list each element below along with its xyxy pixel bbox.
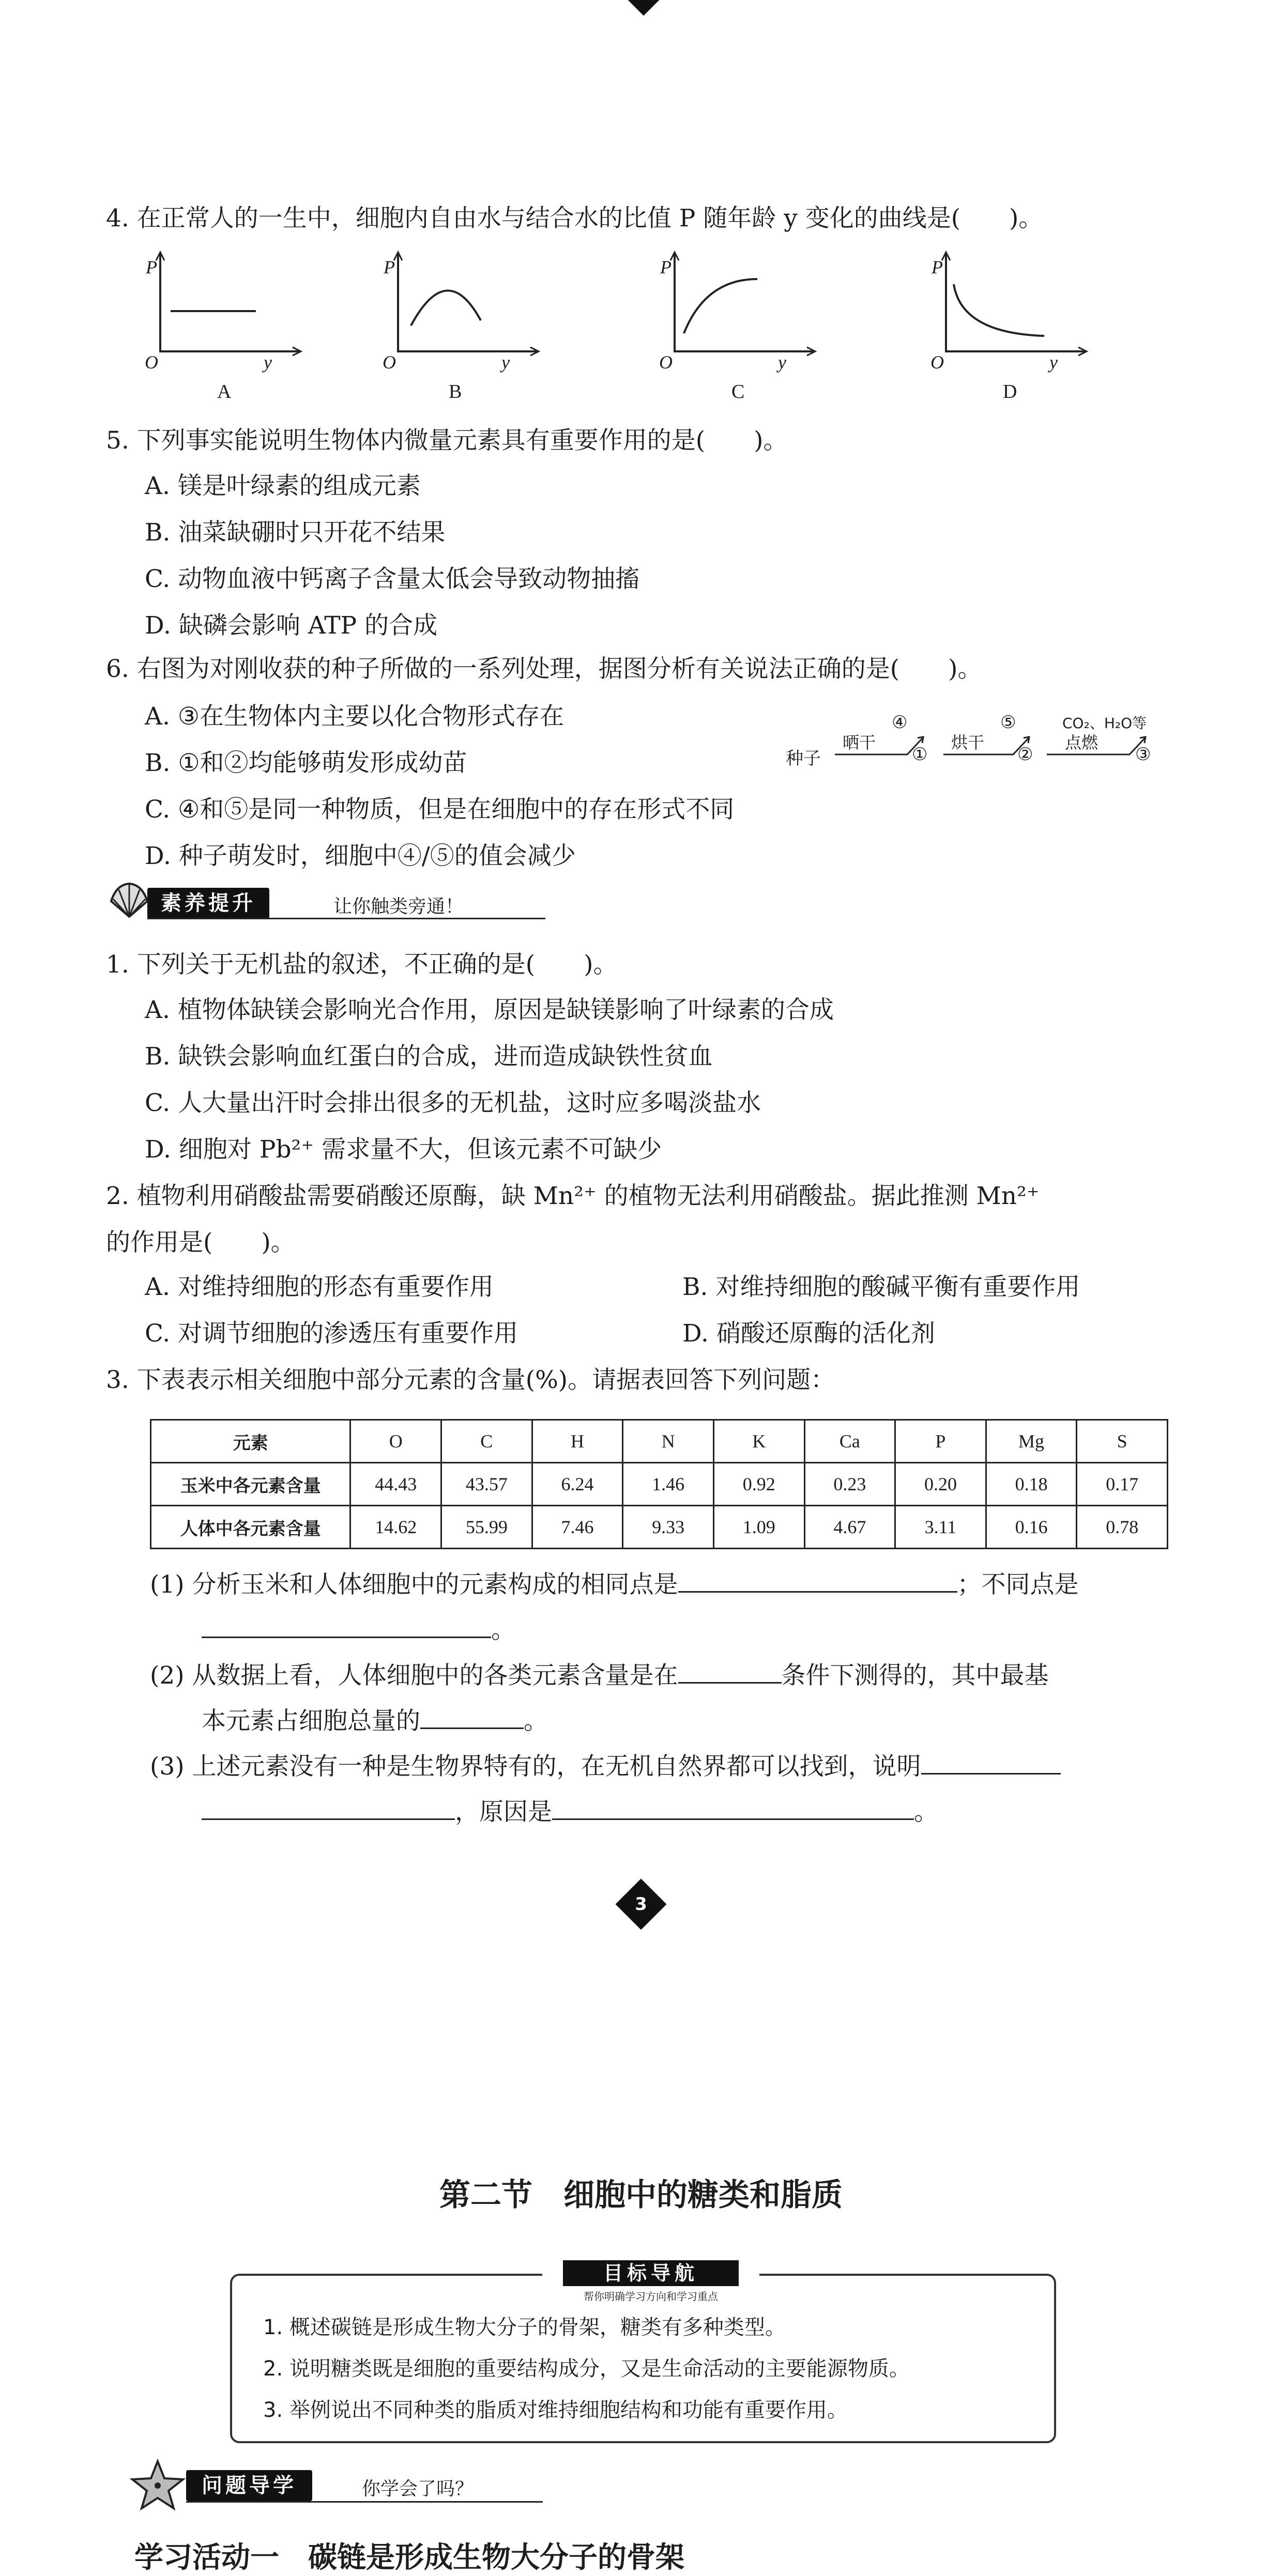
p1-option-b: B. 缺铁会影响血红蛋白的合成，进而造成缺铁性贫血 bbox=[145, 1042, 713, 1071]
answer-blank-3c[interactable] bbox=[552, 1795, 914, 1820]
graph-b-plot bbox=[383, 248, 553, 372]
table-header-cell: Mg bbox=[986, 1420, 1077, 1463]
question-4: 4. 在正常人的一生中，细胞内自由水与结合水的比值 P 随年龄 y 变化的曲线是( )。 bbox=[106, 204, 1043, 233]
table-header-cell: P bbox=[895, 1420, 986, 1463]
banner-competence-rule bbox=[147, 918, 545, 919]
q5-option-a: A. 镁是叶绿素的组成元素 bbox=[145, 472, 421, 500]
goal-title: 目标导航 bbox=[563, 2260, 739, 2286]
table-cell: 1.09 bbox=[713, 1506, 804, 1549]
practice-question-2-line1: 2. 植物利用硝酸盐需要硝酸还原酶，缺 Mn²⁺ 的植物无法利用硝酸盐。据此推测 Mn²⁺ bbox=[106, 1182, 1040, 1210]
subquestion-1-end: 。 bbox=[491, 1616, 515, 1644]
banner-guided-questions-title: 问题导学 bbox=[186, 2470, 312, 2501]
q5-option-b: B. 油菜缺硼时只开花不结果 bbox=[145, 518, 446, 547]
subquestion-2-prompt: (2) 从数据上看，人体细胞中的各类元素含量是在 bbox=[150, 1661, 678, 1690]
practice-question-3: 3. 下表表示相关细胞中部分元素的含量(%)。请据表回答下列问题： bbox=[106, 1366, 835, 1394]
practice-question-2-line2: 的作用是( )。 bbox=[106, 1228, 295, 1257]
table-cell: 7.46 bbox=[532, 1506, 623, 1549]
graph-d-label: D bbox=[1003, 381, 1017, 403]
goal-item-3: 3. 举例说出不同种类的脂质对维持细胞结构和功能有重要作用。 bbox=[263, 2398, 848, 2422]
graph-c-plot bbox=[659, 248, 830, 372]
banner-guided-questions-subtitle: 你学会了吗？ bbox=[362, 2478, 474, 2500]
table-cell: 玉米中各元素含量 bbox=[151, 1463, 350, 1506]
subquestion-1-prompt: (1) 分析玉米和人体细胞中的元素构成的相同点是 bbox=[150, 1570, 678, 1599]
p1-option-a: A. 植物体缺镁会影响光合作用，原因是缺镁影响了叶绿素的合成 bbox=[145, 996, 834, 1024]
subquestion-1-line2 bbox=[202, 1612, 515, 1648]
diagram-node-3: ③ bbox=[1135, 744, 1151, 765]
subquestion-3-line2 bbox=[202, 1794, 938, 1830]
table-cell: 6.24 bbox=[532, 1463, 623, 1506]
goal-navigation-box bbox=[230, 2262, 1056, 2443]
banner-guided-questions-rule bbox=[186, 2501, 543, 2503]
answer-blank-2a[interactable] bbox=[678, 1658, 782, 1684]
graph-d-plot bbox=[930, 248, 1101, 372]
graph-c bbox=[649, 248, 830, 413]
table-cell: 3.11 bbox=[895, 1506, 986, 1549]
diagram-step-dry: 晒干 bbox=[843, 733, 876, 752]
diagram-step-burn: 点燃 bbox=[1065, 733, 1098, 752]
table-header-cell: 元素 bbox=[151, 1420, 350, 1463]
table-cell: 14.62 bbox=[350, 1506, 441, 1549]
subquestion-2-line2 bbox=[202, 1703, 548, 1739]
subquestion-2-prompt-2: 条件下测得的，其中最基 bbox=[781, 1661, 1049, 1690]
p1-option-c: C. 人大量出汗时会排出很多的无机盐，这时应多喝淡盐水 bbox=[145, 1089, 761, 1117]
table-cell: 55.99 bbox=[441, 1506, 532, 1549]
graph-c-y-label: P bbox=[660, 257, 671, 277]
graph-b-x-label: y bbox=[501, 352, 510, 373]
q6-option-d: D. 种子萌发时，细胞中④/⑤的值会减少 bbox=[145, 842, 576, 870]
graph-d-origin: O bbox=[930, 352, 944, 373]
table-header-cell: O bbox=[350, 1420, 441, 1463]
table-header-cell: S bbox=[1077, 1420, 1168, 1463]
table-header-cell: Ca bbox=[804, 1420, 895, 1463]
table-cell: 4.67 bbox=[804, 1506, 895, 1549]
element-content-table bbox=[150, 1419, 1168, 1549]
subquestion-1-prompt-2: ；不同点是 bbox=[957, 1570, 1079, 1599]
table-cell: 0.17 bbox=[1077, 1463, 1168, 1506]
p2-option-b: B. 对维持细胞的酸碱平衡有重要作用 bbox=[682, 1273, 1080, 1301]
practice-question-1: 1. 下列关于无机盐的叙述，不正确的是( )。 bbox=[106, 950, 618, 979]
answer-blank-1a[interactable] bbox=[678, 1567, 957, 1593]
q5-option-d: D. 缺磷会影响 ATP 的合成 bbox=[145, 611, 438, 640]
table-cell: 43.57 bbox=[441, 1463, 532, 1506]
table-cell: 0.78 bbox=[1077, 1506, 1168, 1549]
diagram-seed: 种子 bbox=[786, 748, 821, 769]
star-icon bbox=[129, 2459, 186, 2510]
graph-a bbox=[134, 248, 315, 413]
answer-blank-3a[interactable] bbox=[921, 1749, 1061, 1775]
banner-competence-subtitle: 让你触类旁通！ bbox=[333, 896, 464, 917]
table-header-row bbox=[151, 1420, 1168, 1463]
subquestion-2-prompt-3: 本元素占细胞总量的 bbox=[202, 1707, 420, 1735]
curve-c bbox=[684, 279, 757, 333]
q4-graphs bbox=[134, 248, 1096, 413]
table-cell: 0.16 bbox=[986, 1506, 1077, 1549]
top-page-mark bbox=[625, 0, 662, 16]
diagram-step-bake: 烘干 bbox=[951, 733, 985, 752]
q6-option-c: C. ④和⑤是同一种物质，但是在细胞中的存在形式不同 bbox=[145, 795, 735, 824]
subquestion-2-line1 bbox=[150, 1658, 1049, 1694]
answer-blank-3b[interactable] bbox=[202, 1795, 455, 1820]
graph-d bbox=[920, 248, 1101, 413]
answer-blank-1b[interactable] bbox=[202, 1613, 491, 1638]
table-row-corn bbox=[151, 1463, 1168, 1506]
graph-d-x-label: y bbox=[1049, 352, 1058, 373]
p2-option-d: D. 硝酸还原酶的活化剂 bbox=[682, 1319, 935, 1348]
diagram-out-gases: CO₂、H₂O等 bbox=[1062, 715, 1147, 732]
graph-b bbox=[372, 248, 553, 413]
banner-guided-questions bbox=[129, 2465, 543, 2506]
activity-heading: 学习活动一 碳链是形成生物大分子的骨架 bbox=[134, 2541, 684, 2574]
table-cell: 44.43 bbox=[350, 1463, 441, 1506]
curve-d bbox=[954, 284, 1044, 336]
graph-c-origin: O bbox=[659, 352, 673, 373]
shell-icon bbox=[106, 881, 152, 922]
banner-competence-title: 素养提升 bbox=[147, 888, 269, 919]
banner-competence bbox=[106, 885, 545, 921]
table-cell: 0.18 bbox=[986, 1463, 1077, 1506]
graph-b-label: B bbox=[449, 381, 462, 403]
diagram-node-2: ② bbox=[1017, 744, 1033, 765]
q6-option-b: B. ①和②均能够萌发形成幼苗 bbox=[145, 749, 467, 777]
subquestion-2-end: 。 bbox=[524, 1707, 548, 1735]
diagram-node-1: ① bbox=[912, 744, 928, 765]
q5-option-c: C. 动物血液中钙离子含量太低会导致动物抽搐 bbox=[145, 565, 640, 593]
curve-b bbox=[411, 290, 481, 326]
p1-option-d: D. 细胞对 Pb²⁺ 需求量不大，但该元素不可缺少 bbox=[145, 1135, 662, 1164]
diagram-out-5: ⑤ bbox=[1000, 712, 1016, 733]
graph-a-label: A bbox=[217, 381, 232, 403]
graph-a-origin: O bbox=[145, 352, 158, 373]
graph-b-y-label: P bbox=[384, 257, 395, 277]
subquestion-3-line1 bbox=[150, 1749, 1061, 1785]
table-header-cell: K bbox=[713, 1420, 804, 1463]
subquestion-3-prompt: (3) 上述元素没有一种是生物界特有的，在无机自然界都可以找到，说明 bbox=[150, 1752, 921, 1781]
subquestion-3-end: 。 bbox=[914, 1798, 938, 1826]
table-row-human bbox=[151, 1506, 1168, 1549]
goal-subtitle: 帮你明确学习方向和学习重点 bbox=[584, 2290, 718, 2303]
question-5: 5. 下列事实能说明生物体内微量元素具有重要作用的是( )。 bbox=[106, 426, 788, 455]
graph-c-label: C bbox=[731, 381, 745, 403]
table-cell: 人体中各元素含量 bbox=[151, 1506, 350, 1549]
subquestion-1-line1 bbox=[150, 1567, 1079, 1603]
table-header-cell: H bbox=[532, 1420, 623, 1463]
page-number: 3 bbox=[635, 1894, 647, 1915]
p2-option-c: C. 对调节细胞的渗透压有重要作用 bbox=[145, 1319, 518, 1348]
diagram-out-4: ④ bbox=[892, 712, 908, 733]
table-cell: 9.33 bbox=[623, 1506, 714, 1549]
q6-option-a: A. ③在生物体内主要以化合物形式存在 bbox=[145, 702, 564, 731]
graph-a-plot bbox=[145, 248, 315, 372]
p2-option-a: A. 对维持细胞的形态有重要作用 bbox=[145, 1273, 494, 1301]
goal-item-1: 1. 概述碳链是形成生物大分子的骨架，糖类有多种类型。 bbox=[263, 2316, 786, 2339]
graph-b-origin: O bbox=[383, 352, 396, 373]
table-cell: 1.46 bbox=[623, 1463, 714, 1506]
subquestion-3-prompt-2: ，原因是 bbox=[455, 1798, 552, 1826]
table-cell: 0.23 bbox=[804, 1463, 895, 1506]
table-cell: 0.92 bbox=[713, 1463, 804, 1506]
graph-a-y-label: P bbox=[146, 257, 157, 277]
graph-a-x-label: y bbox=[264, 352, 272, 373]
seed-process-diagram bbox=[786, 708, 1179, 775]
goal-item-2: 2. 说明糖类既是细胞的重要结构成分，又是生命活动的主要能源物质。 bbox=[263, 2357, 910, 2381]
table-cell: 0.20 bbox=[895, 1463, 986, 1506]
graph-c-x-label: y bbox=[778, 352, 786, 373]
section-title: 第二节 细胞中的糖类和脂质 bbox=[439, 2177, 843, 2213]
question-6: 6. 右图为对刚收获的种子所做的一系列处理，据图分析有关说法正确的是( )。 bbox=[106, 655, 982, 683]
table-header-cell: C bbox=[441, 1420, 532, 1463]
table-header-cell: N bbox=[623, 1420, 714, 1463]
answer-blank-2b[interactable] bbox=[420, 1704, 524, 1729]
graph-d-y-label: P bbox=[932, 257, 943, 277]
